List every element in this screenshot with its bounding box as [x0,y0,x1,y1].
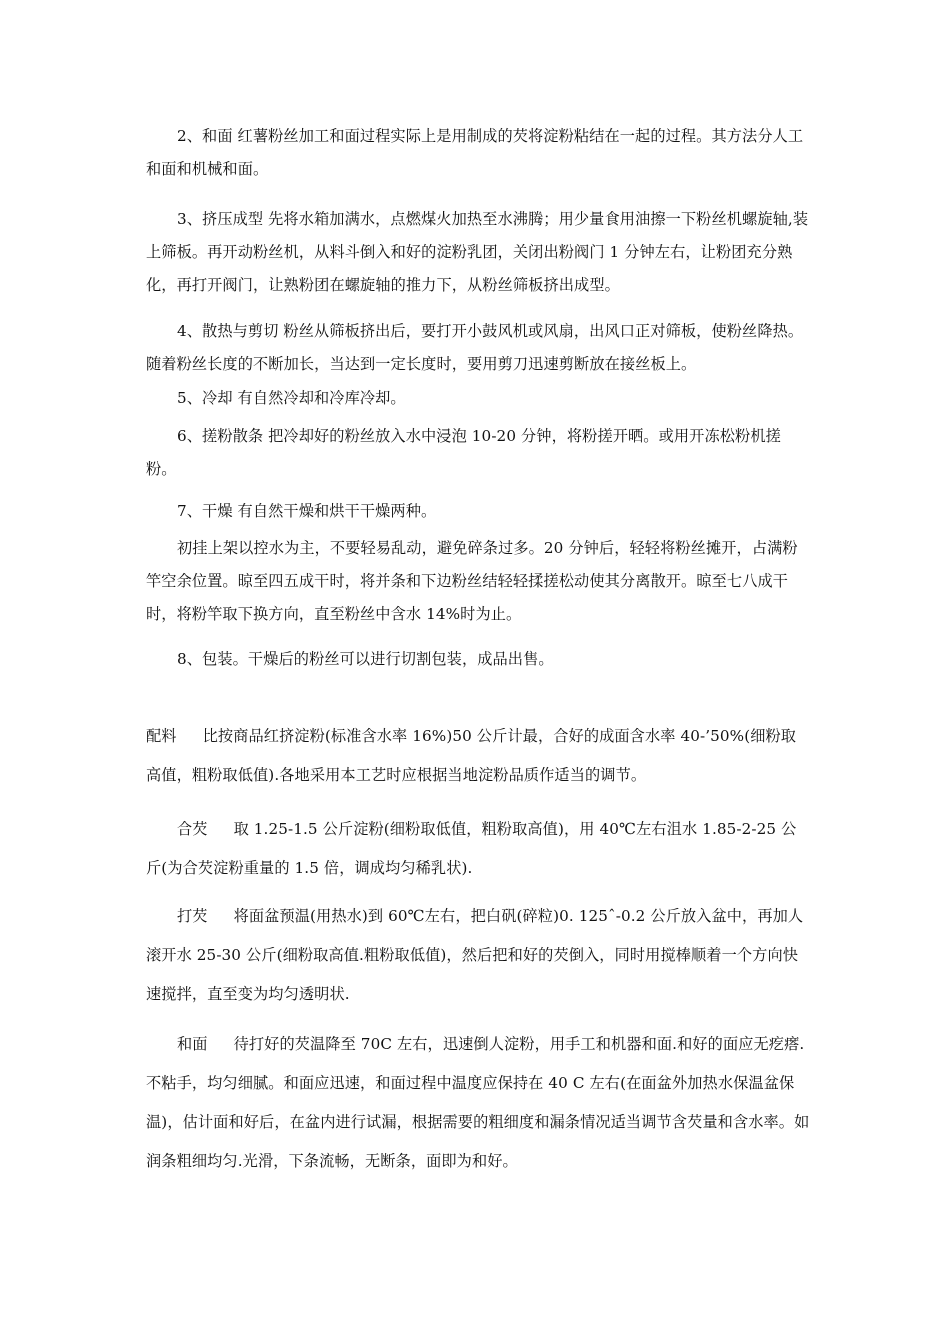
paragraph-hemian [146,1025,810,1181]
heqian-label: 合芡 [177,820,208,838]
paragraph-step-3-extrusion: 3、挤压成型 先将水箱加满水，点燃煤火加热至水沸腾；用少量食用油擦一下粉丝机螺旋轴,装上筛板。再开动粉丝机，从料斗倒入和好的淀粉乳团，关闭出粉阀门 1 分钟左右，让粉团充分熟化，再打开阀门，让熟粉团在螺旋轴的推力下，从粉丝筛板挤出成型。 [146,210,809,294]
paragraph-step-7-drying: 7、干燥 有自然干燥和烘干干燥两种。 [177,502,437,520]
heqian-text: 取 1.25-1.5 公斤淀粉(细粉取低值，粗粉取高值)，用 40℃左右沮水 1.85-2-25 公斤(为合芡淀粉重量的 1.5 倍，调成均匀稀乳状). [146,820,797,877]
daqian-text: 将面盆预温(用热水)到 60℃左右，把白矾(碎粒)0. 125ˆ-0.2 公斤放入盆中，再加人滚开水 25-30 公斤(细粉取高值.粗粉取低值)，然后把和好的芡倒入，同时用搅棒顺着一个方向快速搅拌，直至变为均匀透明状. [146,907,804,1003]
paragraph-heqian [146,810,810,888]
paragraph-step-6-separating: 6、搓粉散条 把冷却好的粉丝放入水中浸泡 10-20 分钟，将粉搓开晒。或用开冻松粉机搓粉。 [146,427,781,478]
paragraph-step-2-mixing: 2、和面 红薯粉丝加工和面过程实际上是用制成的芡将淀粉粘结在一起的过程。其方法分人工和面和机械和面。 [146,127,804,178]
paragraph-peiliao [146,717,810,795]
daqian-label: 打芡 [177,907,208,925]
paragraph-step-5-cooling: 5、冷却 有自然冷却和冷库冷却。 [177,389,406,407]
peiliao-label: 配料 [146,727,177,745]
paragraph-step-4-cooling-cutting: 4、散热与剪切 粉丝从筛板挤出后，要打开小鼓风机或风扇，出风口正对筛板，使粉丝降热。随着粉丝长度的不断加长，当达到一定长度时，要用剪刀迅速剪断放在接丝板上。 [146,322,804,373]
paragraph-drying-details: 初挂上架以控水为主，不要轻易乱动，避免碎条过多。20 分钟后，轻轻将粉丝摊开，占满粉竿空余位置。晾至四五成干时，将并条和下边粉丝结轻轻揉搓松动使其分离散开。晾至七八成干时，将粉竿取下换方向，直至粉丝中含水 14%时为止。 [146,539,798,623]
peiliao-text: 比按商品红挤淀粉(标准含水率 16%)50 公斤计最，合好的成面含水率 40-’50%(细粉取高值，粗粉取低值).各地采用本工艺时应根据当地淀粉品质作适当的调节。 [146,727,797,784]
paragraph-daqian [146,897,810,1014]
hemian-text: 待打好的芡温降至 70C 左右，迅速倒人淀粉，用手工和机器和面.和好的面应无疙瘩.不粘手，均匀细腻。和面应迅速，和面过程中温度应保持在 40 C 左右(在面盆外加热水保温盆保温)，估计面和好后，在盆内进行试漏，根据需要的粗细度和漏条情况适当调节含芡量和含水率。如润条粗细均匀.光滑，下条流畅，无断条，面即为和好。 [146,1035,810,1170]
hemian-label: 和面 [177,1035,208,1053]
paragraph-step-8-packaging: 8、包装。干燥后的粉丝可以进行切割包装，成品出售。 [177,650,554,668]
